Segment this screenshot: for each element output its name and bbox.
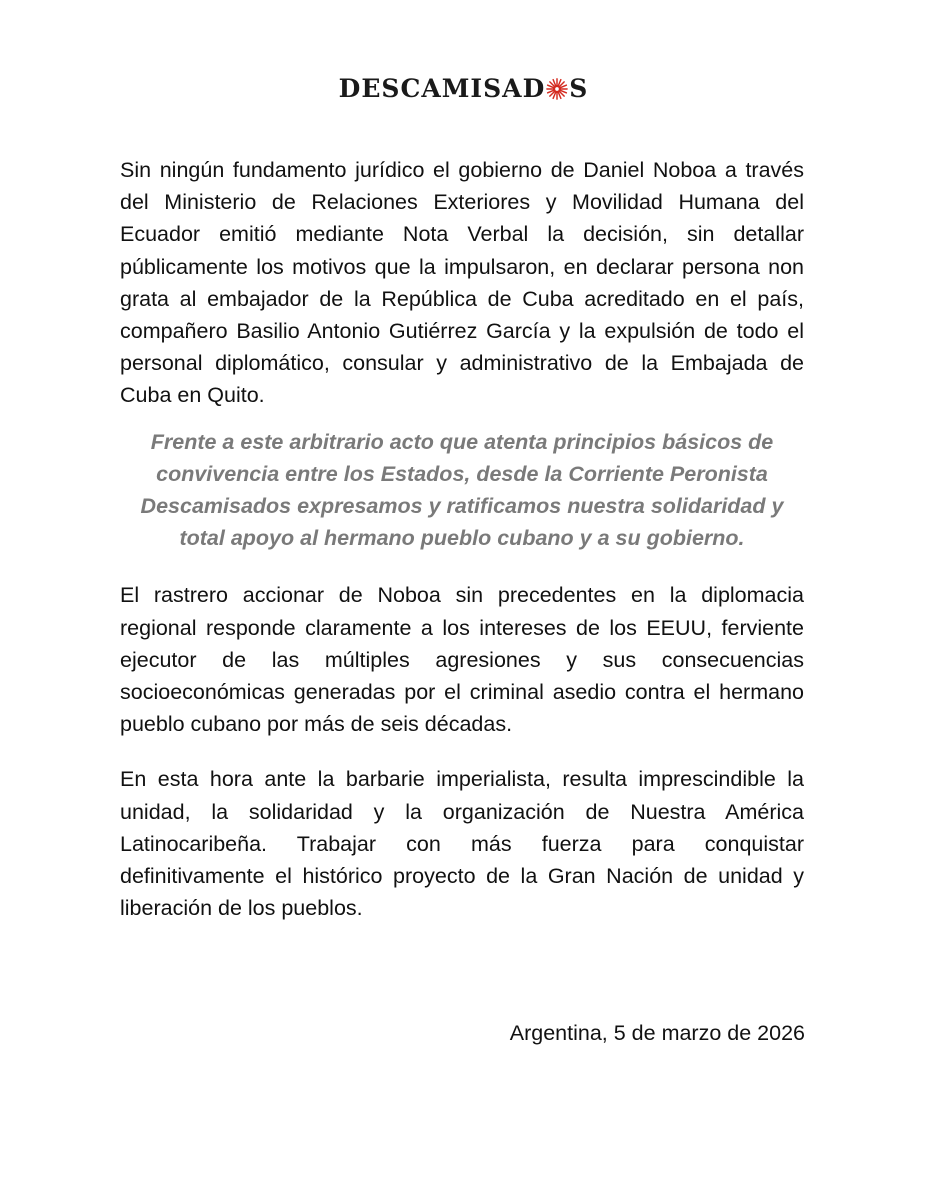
paragraph-noboa: El rastrero accionar de Noboa sin precedentes en la diplomacia regional responde claramente a los intereses de los EEUU, ferviente ejecutor de las múltiples agresiones y sus consecuencias socioeconómicas generadas por el criminal asedio contra el hermano pueblo cubano por más de seis décadas. bbox=[120, 583, 804, 737]
statement-body bbox=[120, 154, 804, 924]
logo-text-right: S bbox=[569, 74, 589, 103]
paragraph-unity: En esta hora ante la barbarie imperialista, resulta imprescindible la unidad, la solidaridad y la organización de Nuestra América Latinocaribeña. Trabajar con más fuerza para conquistar definitivamente el histórico proyecto de la Gran Nación de unidad y liberación de los pueblos. bbox=[120, 767, 804, 921]
descamisados-logo bbox=[0, 74, 927, 104]
star-icon bbox=[546, 78, 568, 100]
logo-text-left: DESCAMISAD bbox=[338, 74, 546, 103]
paragraph-expulsion: Sin ningún fundamento jurídico el gobierno de Daniel Noboa a través del Ministerio de Relaciones Exteriores y Movilidad Humana del Ecuador emitió mediante Nota Verbal la decisión, sin detallar públicamente los motivos que la impulsaron, en declarar persona non grata al embajador de la República de Cuba acreditado en el país, compañero Basilio Antonio Gutiérrez García y la expulsión de todo el personal diplomático, consular y administrativo de la Embajada de Cuba en Quito. bbox=[120, 158, 804, 408]
place-date-signoff: Argentina, 5 de marzo de 2026 bbox=[509, 1021, 805, 1045]
solidarity-statement: Frente a este arbitrario acto que atenta principios básicos de convivencia entre los Estados, desde la Corriente Peronista Descamisados expresamos y ratificamos nuestra solidaridad y total apoyo al hermano pueblo cubano y a su gobierno. bbox=[140, 429, 784, 551]
